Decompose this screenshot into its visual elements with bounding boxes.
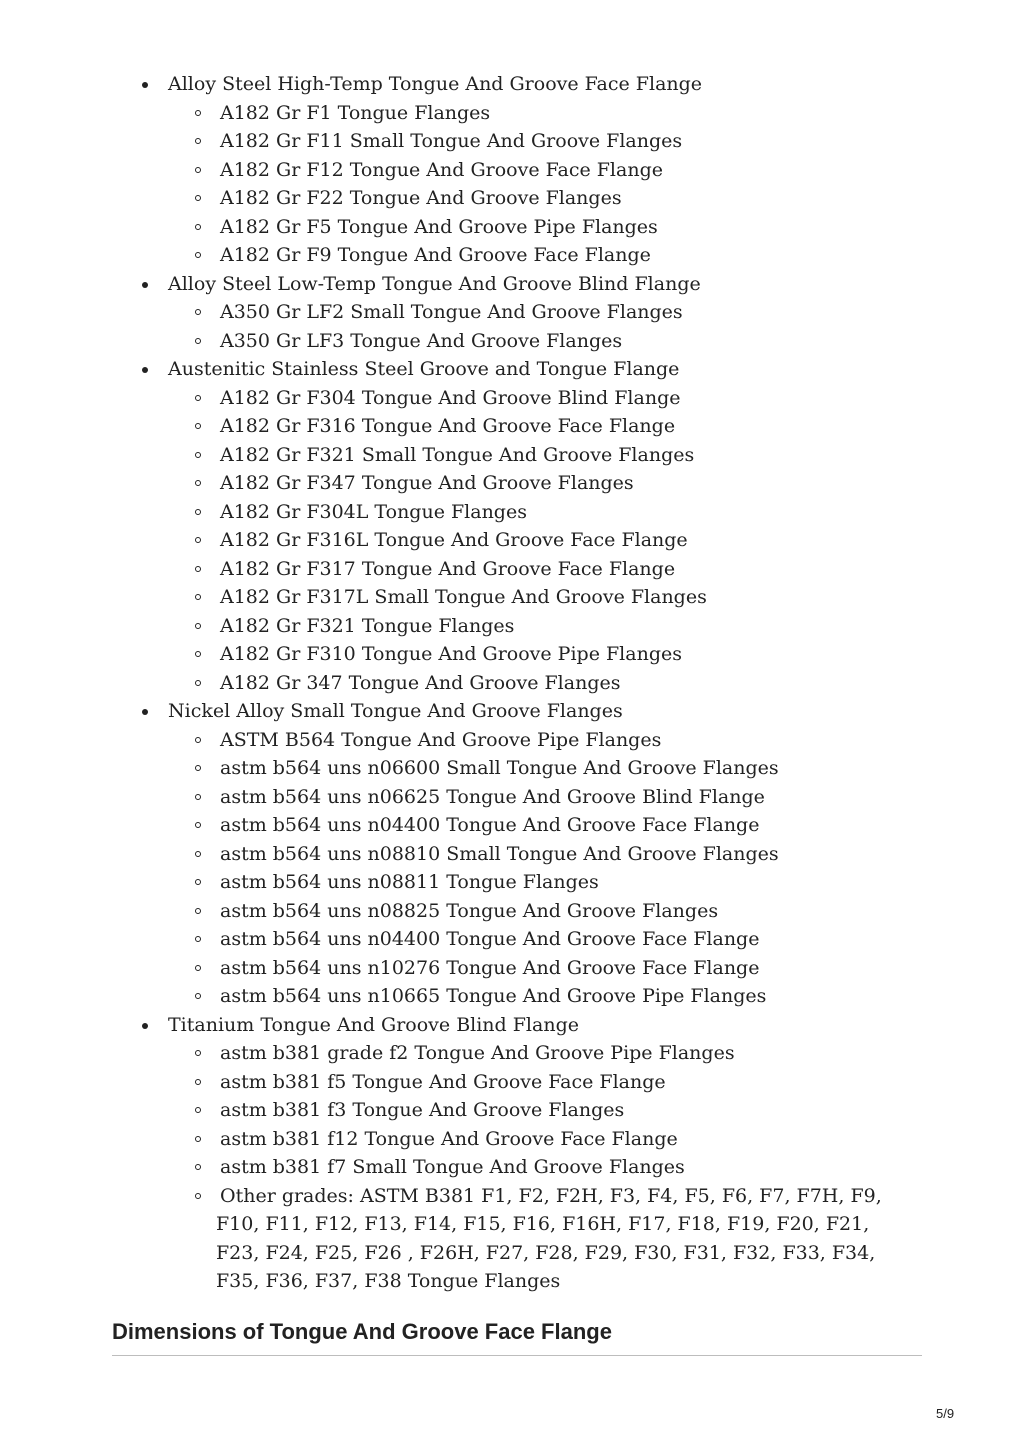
list-section [0, 355, 1024, 697]
bullet-icon [142, 282, 148, 288]
sub-list-item [0, 669, 1024, 698]
sub-item-label: A182 Gr F12 Tongue And Groove Face Flange [220, 158, 663, 181]
sub-item-label: astm b381 f12 Tongue And Groove Face Flange [220, 1127, 678, 1150]
sub-list-item [0, 384, 1024, 413]
circle-bullet-icon [195, 1164, 201, 1170]
sub-item-label: A182 Gr F9 Tongue And Groove Face Flange [220, 244, 651, 266]
sub-item-label: A182 Gr F11 Small Tongue And Groove Flanges [220, 130, 683, 152]
sub-list-item [0, 469, 1024, 498]
list-section [0, 70, 1024, 270]
sub-list-item [0, 783, 1024, 812]
sub-list-item [0, 156, 1024, 185]
sub-list-item [0, 327, 1024, 356]
sub-list-item [0, 583, 1024, 612]
page-number: 5/9 [936, 1406, 955, 1421]
sub-list-item [0, 241, 1024, 270]
sub-item-label: A182 Gr F316 Tongue And Groove Face Flange [220, 415, 676, 437]
sub-list-item [0, 1125, 1024, 1154]
sub-item-label: Other grades: ASTM B381 F1, F2, F2H, F3, F4, F5, F6, F7, F7H, F9, F10, F11, F12, F13, F14, F15, F16, F16H, F17, F18, F19, F20, F21, F23, F24, F25, F26 , F26H, F27, F28, F29, F30, F31, F32, F33, F34, F35, F36, F37, F38 Tongue Flanges [216, 1184, 882, 1292]
sub-list-item [0, 811, 1024, 840]
sub-list-item [0, 840, 1024, 869]
bullet-icon [142, 367, 148, 373]
list-item [0, 1011, 1024, 1040]
circle-bullet-icon [195, 851, 201, 857]
circle-bullet-icon [195, 1136, 201, 1142]
circle-bullet-icon [195, 651, 201, 657]
sub-item-label: astm b564 uns n06625 Tongue And Groove Blind Flange [220, 785, 765, 808]
circle-bullet-icon [195, 509, 201, 515]
circle-bullet-icon [195, 537, 201, 543]
circle-bullet-icon [195, 908, 201, 914]
sub-item-label: A182 Gr F5 Tongue And Groove Pipe Flanges [220, 215, 658, 238]
circle-bullet-icon [195, 423, 201, 429]
sub-list [0, 384, 1024, 698]
sub-item-label: A182 Gr 347 Tongue And Groove Flanges [220, 671, 621, 694]
circle-bullet-icon [195, 395, 201, 401]
sub-item-label: A182 Gr F321 Tongue Flanges [220, 614, 515, 637]
sub-item-label: astm b564 uns n08810 Small Tongue And Groove Flanges [220, 842, 779, 865]
section-label: Titanium Tongue And Groove Blind Flange [168, 1013, 579, 1036]
sub-list-item [0, 640, 1024, 669]
sub-list-item [0, 298, 1024, 327]
sub-item-label: astm b564 uns n10665 Tongue And Groove Pipe Flanges [220, 985, 767, 1007]
sub-item-label: A182 Gr F317 Tongue And Groove Face Flange [220, 557, 676, 580]
sub-list-item [0, 1096, 1024, 1125]
sub-list-item [0, 184, 1024, 213]
sub-list-item [0, 897, 1024, 926]
circle-bullet-icon [195, 224, 201, 230]
circle-bullet-icon [195, 1193, 201, 1199]
sub-list-item [0, 441, 1024, 470]
sub-item-label: A182 Gr F1 Tongue Flanges [220, 101, 491, 124]
sub-item-label: A182 Gr F304 Tongue And Groove Blind Flange [220, 386, 681, 409]
sub-list-item [0, 412, 1024, 441]
sub-list [0, 298, 1024, 355]
sub-item-label: astm b381 f7 Small Tongue And Groove Flanges [220, 1156, 685, 1178]
circle-bullet-icon [195, 338, 201, 344]
sub-list-item [0, 726, 1024, 755]
circle-bullet-icon [195, 765, 201, 771]
sub-item-label: astm b381 f5 Tongue And Groove Face Flange [220, 1070, 666, 1093]
bullet-icon [142, 709, 148, 715]
sub-list-item [0, 954, 1024, 983]
sub-list-item [0, 1039, 1024, 1068]
list-item [0, 70, 1024, 99]
sub-item-label: astm b381 f3 Tongue And Groove Flanges [220, 1099, 625, 1121]
section-label: Alloy Steel Low-Temp Tongue And Groove Blind Flange [168, 272, 701, 295]
circle-bullet-icon [195, 794, 201, 800]
circle-bullet-icon [195, 879, 201, 885]
sub-list-item [0, 213, 1024, 242]
sub-list-item [0, 925, 1024, 954]
document-body [0, 70, 1024, 1296]
sub-item-label: ASTM B564 Tongue And Groove Pipe Flanges [220, 728, 662, 751]
circle-bullet-icon [195, 936, 201, 942]
sub-list-item [0, 498, 1024, 527]
sub-list-item [0, 526, 1024, 555]
circle-bullet-icon [195, 1079, 201, 1085]
sub-item-label: A182 Gr F310 Tongue And Groove Pipe Flanges [220, 643, 682, 665]
sub-list-item [0, 127, 1024, 156]
circle-bullet-icon [195, 480, 201, 486]
heading-divider [112, 1355, 922, 1356]
sub-item-label: astm b564 uns n04400 Tongue And Groove Face Flange [220, 928, 760, 950]
list-item [0, 270, 1024, 299]
circle-bullet-icon [195, 452, 201, 458]
sub-list-item [0, 868, 1024, 897]
sub-list [0, 1039, 1024, 1296]
grade-list [0, 70, 1024, 1296]
sub-item-label: A182 Gr F317L Small Tongue And Groove Flanges [220, 586, 707, 608]
sub-list-item [0, 99, 1024, 128]
circle-bullet-icon [195, 822, 201, 828]
circle-bullet-icon [195, 566, 201, 572]
list-section [0, 1011, 1024, 1296]
circle-bullet-icon [195, 252, 201, 258]
sub-item-label: astm b564 uns n06600 Small Tongue And Groove Flanges [220, 757, 779, 779]
sub-list-item [0, 754, 1024, 783]
sub-item-label: astm b564 uns n10276 Tongue And Groove Face Flange [220, 956, 760, 979]
circle-bullet-icon [195, 1050, 201, 1056]
sub-item-label: A350 Gr LF3 Tongue And Groove Flanges [220, 329, 623, 352]
sub-list-item [0, 555, 1024, 584]
sub-item-label: astm b564 uns n04400 Tongue And Groove Face Flange [220, 814, 760, 836]
circle-bullet-icon [195, 195, 201, 201]
section-label: Nickel Alloy Small Tongue And Groove Flanges [168, 700, 623, 722]
circle-bullet-icon [195, 309, 201, 315]
section-label: Alloy Steel High-Temp Tongue And Groove Face Flange [168, 73, 703, 95]
sub-item-label: A182 Gr F316L Tongue And Groove Face Flange [220, 529, 688, 551]
circle-bullet-icon [195, 138, 201, 144]
section-label: Austenitic Stainless Steel Groove and Tongue Flange [168, 358, 680, 380]
sub-list-item [0, 1068, 1024, 1097]
circle-bullet-icon [195, 594, 201, 600]
sub-item-label: A350 Gr LF2 Small Tongue And Groove Flanges [220, 301, 683, 323]
circle-bullet-icon [195, 993, 201, 999]
sub-list [0, 99, 1024, 270]
sub-item-label: astm b381 grade f2 Tongue And Groove Pipe Flanges [220, 1042, 735, 1064]
circle-bullet-icon [195, 965, 201, 971]
list-item [0, 355, 1024, 384]
sub-list-item [0, 612, 1024, 641]
circle-bullet-icon [195, 167, 201, 173]
sub-item-label: astm b564 uns n08825 Tongue And Groove Flanges [220, 899, 719, 922]
sub-item-label: A182 Gr F347 Tongue And Groove Flanges [220, 472, 634, 494]
circle-bullet-icon [195, 623, 201, 629]
list-section [0, 270, 1024, 356]
circle-bullet-icon [195, 110, 201, 116]
sub-list-item [0, 982, 1024, 1011]
sub-list-item [0, 1182, 918, 1296]
bullet-icon [142, 1023, 148, 1029]
sub-item-label: A182 Gr F321 Small Tongue And Groove Flanges [220, 443, 695, 466]
sub-item-label: A182 Gr F22 Tongue And Groove Flanges [220, 187, 622, 209]
bullet-icon [142, 82, 148, 88]
circle-bullet-icon [195, 680, 201, 686]
list-item [0, 697, 1024, 726]
sub-list-item [0, 1153, 1024, 1182]
circle-bullet-icon [195, 737, 201, 743]
sub-list [0, 726, 1024, 1011]
section-heading: Dimensions of Tongue And Groove Face Flange [112, 1319, 612, 1344]
circle-bullet-icon [195, 1107, 201, 1113]
sub-item-label: A182 Gr F304L Tongue Flanges [220, 500, 527, 523]
list-section [0, 697, 1024, 1011]
sub-item-label: astm b564 uns n08811 Tongue Flanges [220, 871, 599, 893]
